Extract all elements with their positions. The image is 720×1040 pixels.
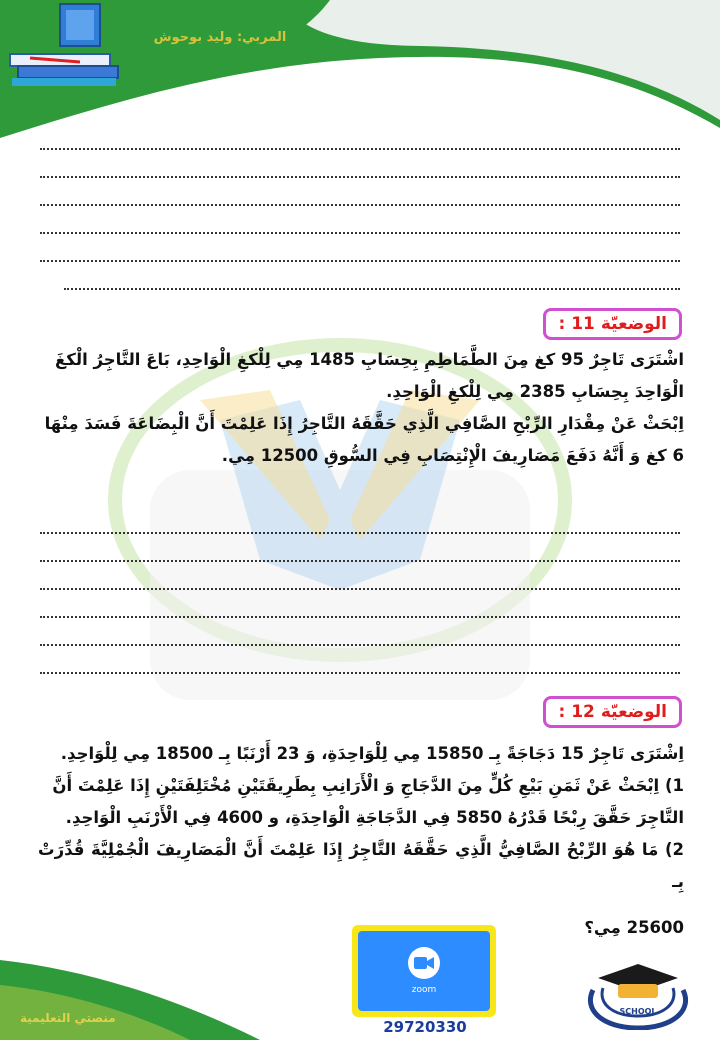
platform-brand: منصتي التعليمية [20, 1011, 116, 1025]
answer-line [40, 178, 680, 206]
answer-line [40, 150, 680, 178]
phone-number: 29720330 [383, 1018, 467, 1036]
situation-12-text [38, 738, 684, 944]
text-line: 1) اِبْحَثْ عَنْ ثَمَنِ بَيْعِ كُلٍّ مِنَ الدَّجَاجِ وَ الْأَرَانِبِ بِطَرِيقَتَيْنِ مُخْتَلِفَتَيْنِ إِذَا عَلِمْتَ أَنَّ [52, 776, 684, 795]
situation-label-number: 11 : [558, 314, 595, 334]
video-camera-icon [408, 947, 440, 979]
answer-line [40, 646, 680, 674]
situation-11-text [38, 344, 684, 472]
text-line: 2) مَا هُوَ الرِّبْحُ الصَّافِيُّ الَّذِي حَقَّقَهُ التَّاجِرُ إِذَا عَلِمْتَ أَنَّ الْمَصَارِيفَ الْجُمْلِيَّةَ قُدِّرَتْ بِـ [38, 840, 684, 891]
answer-line [40, 206, 680, 234]
zoom-panel [358, 931, 490, 1011]
answer-line [40, 122, 680, 150]
answer-line [64, 262, 680, 290]
situation-label-word: الوضعيّة [600, 702, 667, 722]
books-icon [0, 0, 130, 90]
text-line: التَّاجِرَ حَقَّقَ رِبْحًا قَدْرُهُ 5850 فِي الدَّجَاجَةِ الْوَاحِدَةِ، و 4600 فِي الْأَرْنَبِ الْوَاحِدِ. [65, 808, 684, 827]
text-line: الْوَاحِدَ بِحِسَابِ 2385 مِي لِلْكغِ الْوَاحِدِ. [386, 382, 684, 401]
text-line: اشْتَرَى تَاجِرٌ 95 كغ مِنَ الطَّمَاطِمِ بِحِسَابِ 1485 مِي لِلْكغِ الْوَاحِدِ، بَاعَ التَّاجِرُ الْكغَ [55, 350, 684, 369]
answer-line [40, 618, 680, 646]
answer-line [40, 590, 680, 618]
answer-line [40, 234, 680, 262]
page-header [0, 0, 720, 140]
zoom-label: zoom [411, 985, 437, 995]
zoom-card[interactable] [352, 925, 496, 1017]
school-logo [578, 960, 698, 1030]
answer-line [40, 562, 680, 590]
text-line: 6 كغ وَ أَنَّهُ دَفَعَ مَصَارِيفَ الْإِنْتِصَابِ فِي السُّوقِ 12500 مِي. [221, 446, 684, 465]
answer-lines-middle [40, 506, 680, 674]
text-line: اِشْتَرَى تَاجِرٌ 15 دَجَاجَةً بِـ 15850 مِي لِلْوَاحِدَةِ، وَ 23 أَرْنَبًا بِـ 18500 مِي لِلْوَاحِدِ. [60, 744, 684, 763]
answer-line [40, 534, 680, 562]
text-line: 25600 مِي؟ [584, 918, 684, 937]
answer-line [40, 506, 680, 534]
answer-lines-top [40, 122, 680, 290]
situation-11-label [543, 308, 682, 340]
school-text: SCHOOL [619, 1007, 657, 1016]
situation-12-label [543, 696, 682, 728]
author-name: المربي: وليد بوحوش [153, 30, 287, 45]
situation-label-number: 12 : [558, 702, 595, 722]
situation-label-word: الوضعيّة [600, 314, 667, 334]
text-line: اِبْحَثْ عَنْ مِقْدَارِ الرِّبْحِ الصَّافِي الَّذِي حَقَّقَهُ التَّاجِرُ إِذَا عَلِمْتَ أَنَّ الْبِضَاعَةَ فَسَدَ مِنْهَا [44, 414, 684, 433]
